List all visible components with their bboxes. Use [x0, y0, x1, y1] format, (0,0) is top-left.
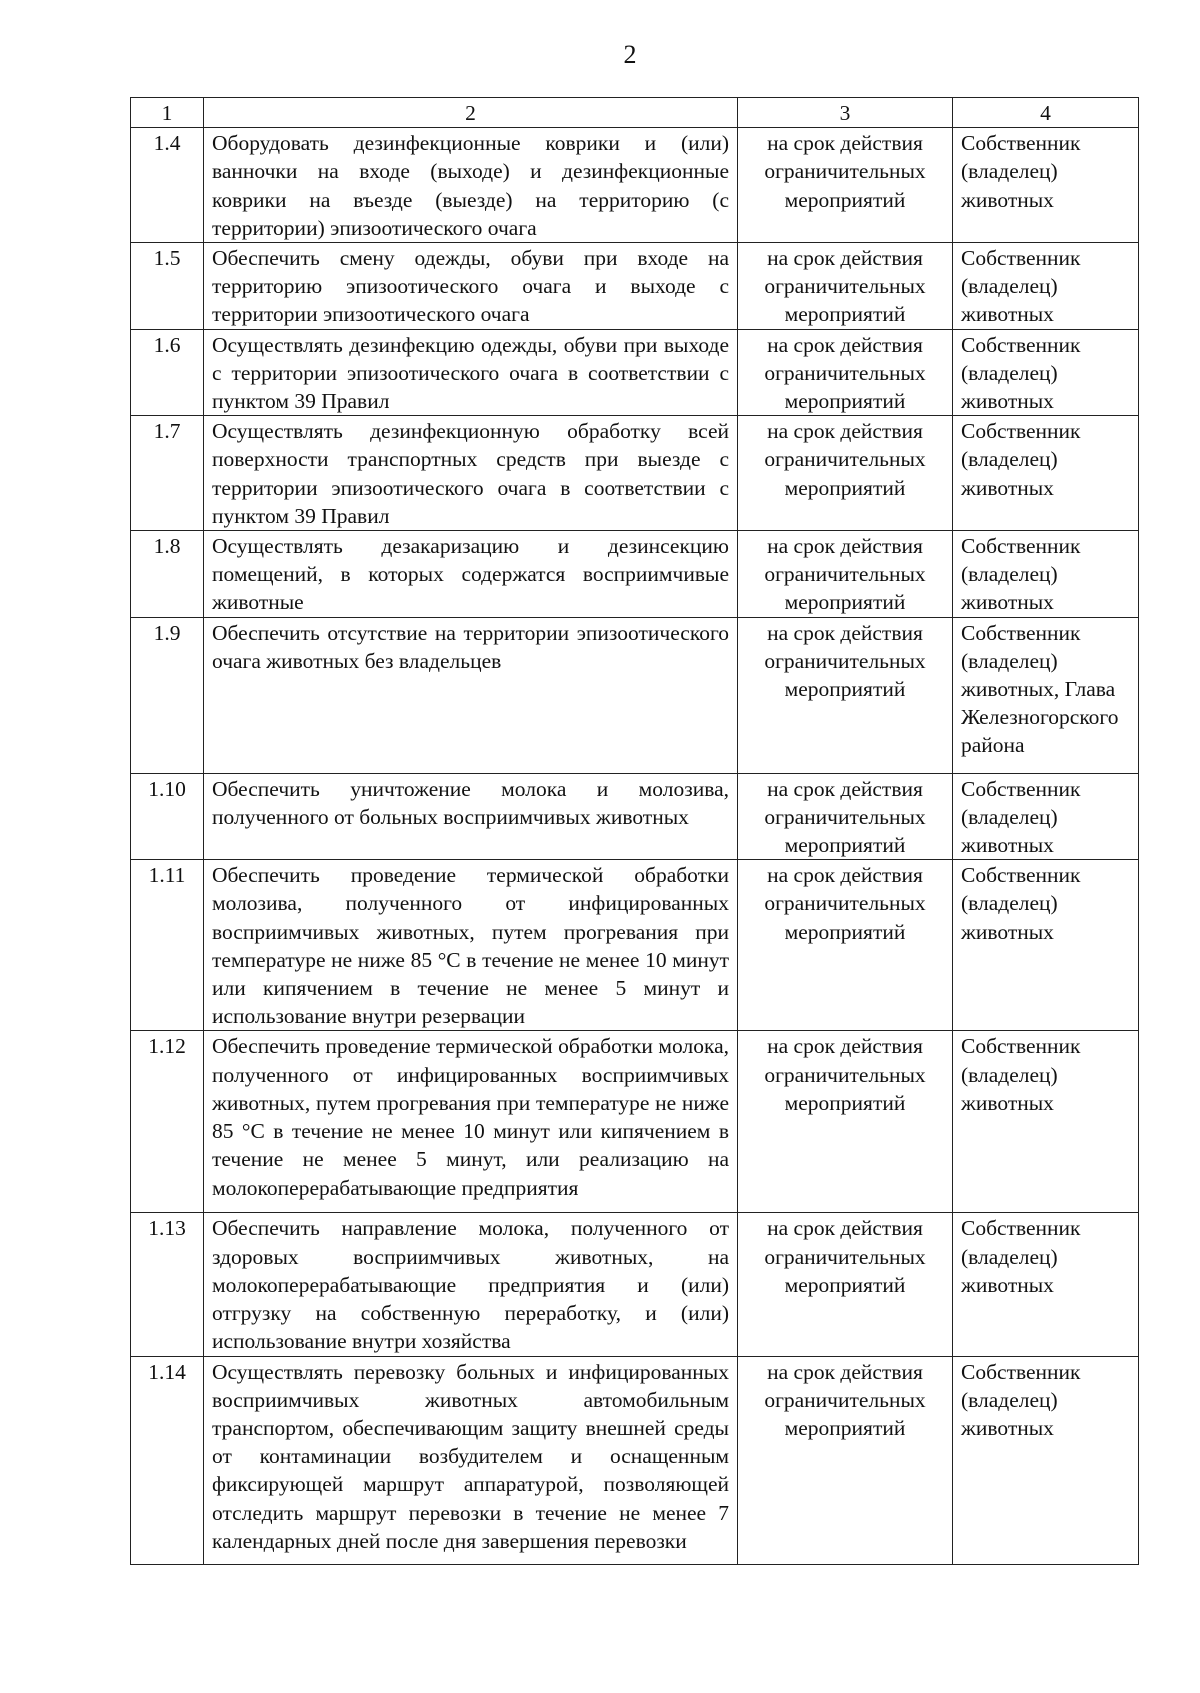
action-cell: Осуществлять дезинфекцию одежды, обуви при выходе с территории эпизоотического очага в соответствии с пунктом 39 Правил	[204, 329, 738, 416]
measures-table	[130, 97, 1139, 1565]
item-number-cell: 1.6	[131, 329, 204, 416]
table-row	[131, 773, 1139, 860]
action-cell: Обеспечить проведение термической обработки молозива, полученного от инфицированных восприимчивых животных, путем прогревания при температуре не ниже 85 °С в течение не менее 10 минут или кипячением в течение не менее 5 минут и использование внутри резервации	[204, 860, 738, 1031]
table-row	[131, 1213, 1139, 1356]
table-row	[131, 416, 1139, 531]
action-cell: Обеспечить направление молока, полученного от здоровых восприимчивых животных, на молокоперерабатывающие предприятия и (или) отгрузку на собственную переработку, и (или) использование внутри хозяйства	[204, 1213, 738, 1356]
term-cell: на срок действия ограничительных мероприятий	[738, 1356, 953, 1564]
table-row	[131, 531, 1139, 618]
action-cell: Осуществлять перевозку больных и инфицированных восприимчивых животных автомобильным транспортом, обеспечивающим защиту внешней среды от контаминации возбудителем и оснащенным фиксирующей маршрут аппаратурой, позволяющей отследить маршрут перевозки в течение не менее 7 календарных дней после дня завершения перевозки	[204, 1356, 738, 1564]
item-number-cell: 1.4	[131, 128, 204, 243]
responsible-cell: Собственник (владелец) животных	[953, 128, 1139, 243]
item-number-cell: 1.9	[131, 617, 204, 773]
table-row	[131, 329, 1139, 416]
action-cell: Обеспечить проведение термической обработки молока, полученного от инфицированных восприимчивых животных, путем прогревания при температуре не ниже 85 °С в течение не менее 10 минут или кипячением в течение не менее 5 минут, или реализацию на молокоперерабатывающие предприятия	[204, 1031, 738, 1213]
responsible-cell: Собственник (владелец) животных	[953, 243, 1139, 330]
item-number-cell: 1.7	[131, 416, 204, 531]
term-cell: на срок действия ограничительных мероприятий	[738, 1031, 953, 1213]
item-number-cell: 1.10	[131, 773, 204, 860]
table-row	[131, 860, 1139, 1031]
term-cell: на срок действия ограничительных мероприятий	[738, 416, 953, 531]
term-cell: на срок действия ограничительных мероприятий	[738, 860, 953, 1031]
table-row	[131, 1356, 1139, 1564]
item-number-cell: 1.13	[131, 1213, 204, 1356]
responsible-cell: Собственник (владелец) животных	[953, 860, 1139, 1031]
item-number-cell: 1.8	[131, 531, 204, 618]
column-header-2: 2	[204, 98, 738, 128]
item-number-cell: 1.12	[131, 1031, 204, 1213]
responsible-cell: Собственник (владелец) животных	[953, 531, 1139, 618]
table-row	[131, 243, 1139, 330]
item-number-cell: 1.11	[131, 860, 204, 1031]
term-cell: на срок действия ограничительных мероприятий	[738, 773, 953, 860]
action-cell: Обеспечить уничтожение молока и молозива, полученного от больных восприимчивых животных	[204, 773, 738, 860]
column-header-1: 1	[131, 98, 204, 128]
responsible-cell: Собственник (владелец) животных	[953, 773, 1139, 860]
table-row	[131, 617, 1139, 773]
column-header-4: 4	[953, 98, 1139, 128]
term-cell: на срок действия ограничительных мероприятий	[738, 1213, 953, 1356]
responsible-cell: Собственник (владелец) животных	[953, 1031, 1139, 1213]
responsible-cell: Собственник (владелец) животных	[953, 329, 1139, 416]
term-cell: на срок действия ограничительных мероприятий	[738, 128, 953, 243]
responsible-cell: Собственник (владелец) животных	[953, 416, 1139, 531]
item-number-cell: 1.14	[131, 1356, 204, 1564]
table-row	[131, 128, 1139, 243]
responsible-cell: Собственник (владелец) животных	[953, 1213, 1139, 1356]
term-cell: на срок действия ограничительных мероприятий	[738, 531, 953, 618]
action-cell: Обеспечить отсутствие на территории эпизоотического очага животных без владельцев	[204, 617, 738, 773]
action-cell: Осуществлять дезинфекционную обработку всей поверхности транспортных средств при выезде с территории эпизоотического очага в соответствии с пунктом 39 Правил	[204, 416, 738, 531]
term-cell: на срок действия ограничительных мероприятий	[738, 329, 953, 416]
action-cell: Осуществлять дезакаризацию и дезинсекцию помещений, в которых содержатся восприимчивые животные	[204, 531, 738, 618]
table-header-row	[131, 98, 1139, 128]
term-cell: на срок действия ограничительных мероприятий	[738, 617, 953, 773]
action-cell: Обеспечить смену одежды, обуви при входе на территорию эпизоотического очага и выходе с территории эпизоотического очага	[204, 243, 738, 330]
item-number-cell: 1.5	[131, 243, 204, 330]
term-cell: на срок действия ограничительных мероприятий	[738, 243, 953, 330]
column-header-3: 3	[738, 98, 953, 128]
action-cell: Оборудовать дезинфекционные коврики и (или) ванночки на входе (выходе) и дезинфекционные коврики на въезде (выезде) на территорию (с территории) эпизоотического очага	[204, 128, 738, 243]
table-row	[131, 1031, 1139, 1213]
responsible-cell: Собственник (владелец) животных	[953, 1356, 1139, 1564]
responsible-cell: Собственник (владелец) животных, Глава Железногорского района	[953, 617, 1139, 773]
page-number: 2	[623, 40, 637, 69]
